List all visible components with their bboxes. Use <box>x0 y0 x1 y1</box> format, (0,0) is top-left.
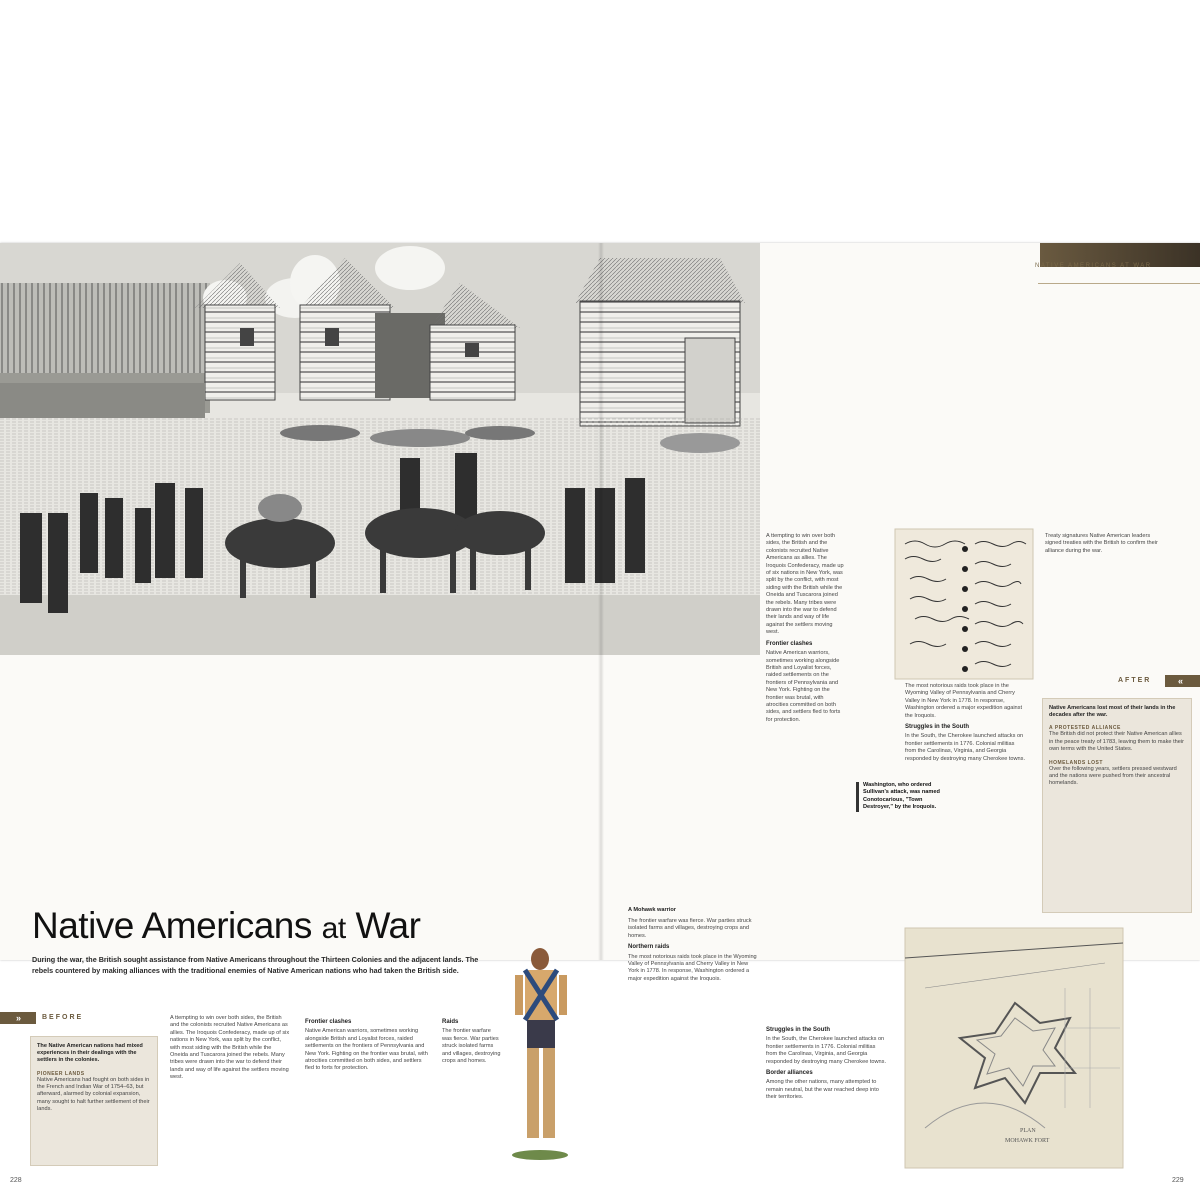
map-title: PLAN <box>1020 1128 1036 1134</box>
column-7-body: In the South, the Cherokee launched attacks on frontier settlements in 1776. Colonial militias from the Carolinas, Virginia, and Georgia responded by destroying many Cherokee towns. <box>905 733 1026 762</box>
before-box <box>30 1036 158 1166</box>
after-body-2: Over the following years, settlers pressed westward and the nations were pushed from their ancestral homelands. <box>1049 765 1177 787</box>
engraving-illustration <box>0 243 760 655</box>
header-rule <box>1038 283 1200 284</box>
chevron-left-icon: « <box>1178 676 1186 686</box>
column-2-heading: Frontier clashes <box>305 1019 352 1025</box>
fort-plan-map-image <box>905 928 1123 1168</box>
column-7-text: The most notorious raids took place in the Wyoming Valley of Pennsylvania and Cherry Valley in New York in 1778. In response, Washington ordered a major expedition against the Iroquois. <box>905 683 1023 719</box>
map-subtitle: MOHAWK FORT <box>1005 1138 1050 1144</box>
column-6-heading: Struggles in the South <box>766 1027 830 1033</box>
title-end: War <box>355 905 421 946</box>
column-6-body: Among the other nations, many attempted to remain neutral, but the war reached deep into their territories. <box>766 1079 879 1101</box>
column-5-heading: Frontier clashes <box>766 640 813 647</box>
column-4-heading: Northern raids <box>628 944 670 951</box>
after-lead: Native Americans lost most of their lands in the decades after the war. <box>1049 705 1176 719</box>
after-label: AFTER <box>1118 677 1152 684</box>
after-heading-2: HOMELANDS LOST <box>1049 759 1103 766</box>
body-column-2 <box>305 1015 430 1175</box>
body-column-3 <box>442 1015 502 1175</box>
before-label: BEFORE <box>42 1014 84 1021</box>
column-5-body: Native American warriors, sometimes working alongside British and Loyalist forces, raided settlements on the frontiers of Pennsylvania and New York. Fighting on the frontier was brutal, with atrocities committed on both sides, and settlers fled to forts for protection. <box>766 650 841 723</box>
book-spread <box>0 243 1200 1184</box>
before-tab <box>0 1012 160 1024</box>
before-lead: The Native American nations had mixed experiences in their dealings with the settlers in the colonies. <box>37 1043 143 1064</box>
treaty-caption: Treaty signatures Native American leaders signed treaties with the British to confirm their alliance during the war. <box>1045 533 1158 554</box>
before-heading: PIONEER LANDS <box>37 1070 85 1077</box>
treaty-signatures-image <box>895 529 1033 679</box>
book-gutter <box>598 243 604 960</box>
after-heading-1: A PROTESTED ALLIANCE <box>1049 725 1121 732</box>
page-title <box>32 905 420 947</box>
running-head: NATIVE AMERICANS AT WAR <box>1035 263 1152 269</box>
warrior-caption: A Mohawk warrior <box>628 907 676 913</box>
body-column-1 <box>170 1015 290 1175</box>
column-5-text: A ttempting to win over both sides, the British and the colonists recruited Native Americans as allies. The Iroquois Confederacy, made up of six nations in New York, was split by the conflict, with most siding with the British while the Oneida and Tuscarora joined the rebels. Many tribes were drawn into the war to defend their lands and way of life against the settlers moving west. <box>766 533 844 636</box>
body-column-7 <box>905 683 1027 918</box>
intro-paragraph: During the war, the British sought assistance from Native Americans throughout the Thirteen Colonies and the adjacent lands. The rebels countered by making alliances with the traditional enemies of Native American nations who had taken the British side. <box>32 955 479 975</box>
title-main: Native Americans <box>32 905 312 946</box>
column-6-text: In the South, the Cherokee launched attacks on frontier settlements in 1776. Colonial militias from the Carolinas, Virginia, and Georgia responded by destroying many Cherokee towns. <box>766 1036 887 1065</box>
column-3-text: The frontier warfare was fierce. War parties struck isolated farms and villages, destroying crops and homes. <box>442 1028 501 1065</box>
after-tab <box>1040 675 1200 687</box>
body-column-4 <box>628 918 758 1173</box>
column-3-heading: Raids <box>442 1019 459 1025</box>
warrior-figure-image <box>505 945 575 1170</box>
after-body-1: The British did not protect their Native American allies in the peace treaty of 1783, leaving them to make their own terms with the United States. <box>1049 731 1184 753</box>
chevron-right-icon: » <box>16 1013 24 1023</box>
body-column-6 <box>766 1023 888 1173</box>
column-6-subheading: Border alliances <box>766 1070 813 1077</box>
pull-quote: Washington, who ordered Sullivan's attack, was named Conotocarious, "Town Destroyer," by the Iroquois. <box>856 782 947 812</box>
column-4-text: The most notorious raids took place in the Wyoming Valley of Pennsylvania and Cherry Valley in New York in 1778. In response, Washington ordered a major expedition against the Iroquois. <box>628 953 757 982</box>
column-1-text: A ttempting to win over both sides, the British and the colonists recruited Native Americans as allies. The Iroquois Confederacy, made up of six nations in New York, was split by the conflict, with most siding with the British while the Oneida and Tuscarora joined the rebels. Many tribes were drawn into the war to defend their lands and way of life against the settlers moving west. <box>170 1015 290 1081</box>
column-7-heading: Struggles in the South <box>905 724 969 731</box>
before-body: Native Americans had fought on both sides in the French and Indian War of 1754–63, but afterward, alarmed by colonial expansion, many sought to halt further settlement of their lands. <box>37 1076 150 1113</box>
title-connector: at <box>321 912 346 945</box>
after-box <box>1042 698 1192 913</box>
body-column-5 <box>766 533 846 1008</box>
column-4-lead: The frontier warfare was fierce. War parties struck isolated farms and villages, destroying crops and homes. <box>628 918 752 939</box>
page-number-left: 228 <box>10 1177 22 1184</box>
column-2-text: Native American warriors, sometimes working alongside British and Loyalist forces, raided settlements on the frontiers of Pennsylvania and New York. Fighting on the frontier was brutal, with atrocities committed on both sides, and settlers fled to forts for protection. <box>305 1028 428 1072</box>
page-number-right: 229 <box>1172 1177 1184 1184</box>
